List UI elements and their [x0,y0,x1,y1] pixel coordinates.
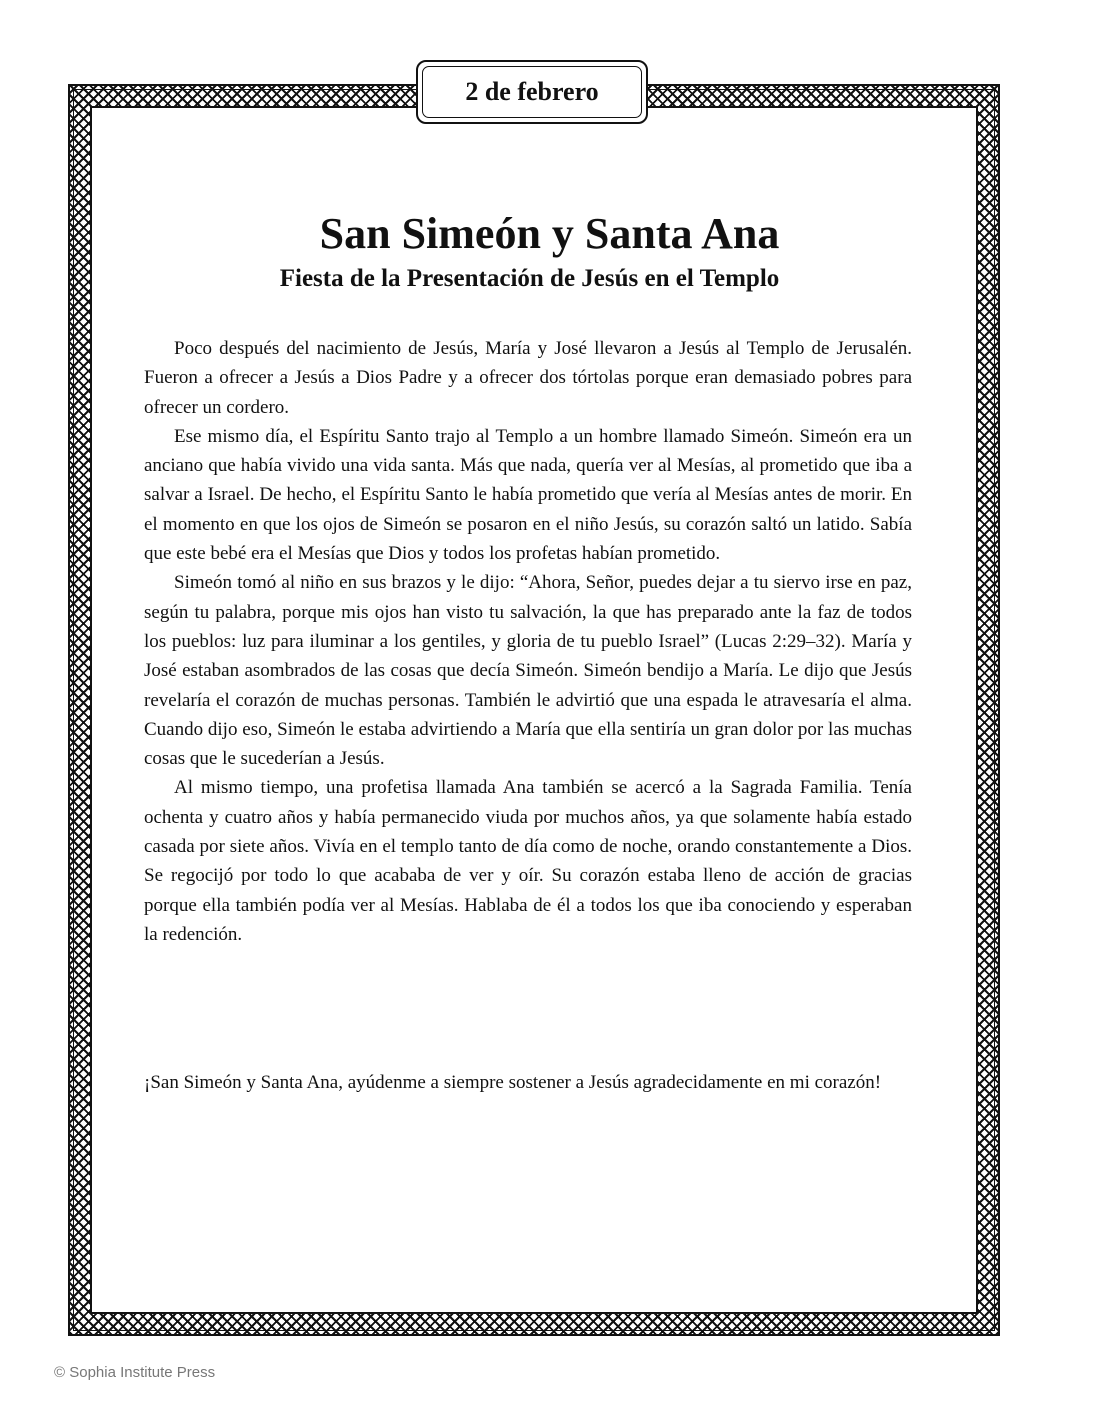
closing-prayer: ¡San Simeón y Santa Ana, ayúdenme a siempre sostener a Jesús agradecidamente en mi corazón! [144,1072,882,1093]
story-text [144,334,912,949]
date-label: 2 de febrero [465,77,599,106]
page-title: San Simeón y Santa Ana [319,209,780,258]
copyright-notice: © Sophia Institute Press [54,1364,216,1381]
story-paragraph: Simeón tomó al niño en sus brazos y le dijo: “Ahora, Señor, puedes dejar a tu siervo irse en paz, según tu palabra, porque mis ojos han visto tu salvación, la que has preparado ante la faz de todos los pueblos: luz para iluminar a los gentiles, y gloria de tu pueblo Israel” (Lucas 2:29–32). María y José estaban asombrados de las cosas que decía Simeón. Simeón bendijo a María. Le dijo que Jesús revelaría el corazón de muchas personas. También le advirtió que una espada le atravesaría el alma. Cuando dijo eso, Simeón le estaba advirtiendo a María que ella sentiría un gran dolor por las muchas cosas que le sucederían a Jesús. [144,572,912,770]
story-paragraph: Ese mismo día, el Espíritu Santo trajo al Templo a un hombre llamado Simeón. Simeón era un anciano que había vivido una vida santa. Más que nada, quería ver al Mesías, al prometido que iba a salvar a Israel. De hecho, el Espíritu Santo le había prometido que vería al Mesías antes de morir. En el momento en que los ojos de Simeón se posaron en el niño Jesús, su corazón saltó un latido. Sabía que este bebé era el Mesías que Dios y todos los profetas habían prometido. [144,425,912,565]
story-paragraph: Al mismo tiempo, una profetisa llamada Ana también se acercó a la Sagrada Familia. Tenía ochenta y cuatro años y había permanecido viuda por muchos años, ya que solamente había estado casada por siete años. Vivía en el templo tanto de día como de noche, orando constantemente a Dios. Se regocijó por todo lo que acababa de ver y oír. Su corazón estaba lleno de acción de gracias porque ella también podía ver al Mesías. Hablaba de él a todos los que iba conociendo y esperaban la redención. [144,777,912,945]
date-label-tab [416,60,648,124]
page-subtitle: Fiesta de la Presentación de Jesús en el Templo [279,265,780,292]
story-paragraph: Poco después del nacimiento de Jesús, María y José llevaron a Jesús al Templo de Jerusalén. Fueron a ofrecer a Jesús a Dios Padre y a ofrecer dos tórtolas porque eran demasiado pobres para ofrecer un cordero. [144,338,912,418]
